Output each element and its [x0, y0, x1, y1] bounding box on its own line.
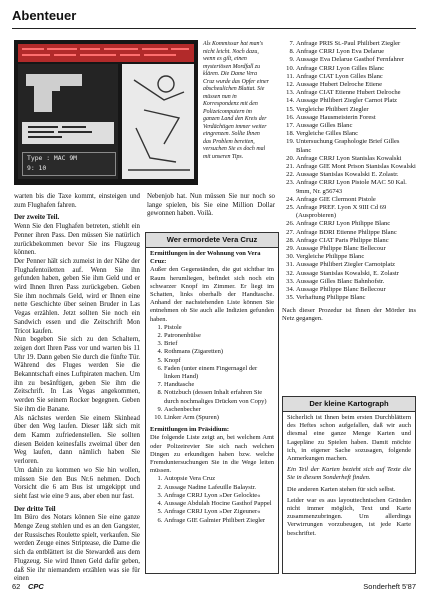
- vera-cruz-box: [145, 232, 279, 574]
- right-list-column: [282, 40, 416, 323]
- precinct-list: [150, 475, 274, 524]
- part2-paragraph-1: Wenn Sie den Flughafen betreten, stiehlt ein Penner ihren Pass. Den müssen Sie natürlich zurückbekommen bevor Sie ins Flugzeug können.: [14, 223, 140, 257]
- vera-intro-precinct: Die folgende Liste zeigt an, bei welchem Amt oder Polizeirevier Sie sich nach welchen Dingen zu erkundigen haben bzw. welche Fremduntersuchungen Sie in die Wege leiten müssen.: [150, 434, 274, 475]
- page-number: 62: [12, 582, 21, 591]
- part2-paragraph-2: Der Penner hält sich zumeist in der Nähe der Flughafentoiletten auf. Wenn Sie ihn gefunden haben, geben Sie ihm Geld und er wird Ihnen Ihren Pass zurückgeben. Geben Sie ihm nochmals Geld, wird er Ihnen eine nette Geschichte über seinen Bruder in Las Vegas erzählen. Jetzt sollten Sie noch ein Sandwich essen und die Zeitschrift Mon Tricot kaufen.: [14, 257, 140, 335]
- list-item: 3. Brief: [164, 340, 274, 348]
- middle-continuation: [147, 193, 275, 219]
- list-item: 9. Aschenbecher: [164, 406, 274, 414]
- list-item: 31. Aussage Philibert Ziegler Carnotplatz: [296, 261, 416, 269]
- list-item: 24. Anfrage GIE Clermont Pistole: [296, 196, 416, 204]
- list-item: 35. Verhaftung Philippe Blanc: [296, 294, 416, 302]
- list-item: 8. Notizbuch (dessen Inhalt erfahren Sie durch nochmaliges Drücken von Copy): [164, 389, 274, 405]
- list-item: 21. Anfrage GIE Mont Prison Stanislas Kowalski: [296, 163, 416, 171]
- list-item: 17. Aussage Gilles Blanc: [296, 122, 416, 130]
- part2-paragraph-5: Um dahin zu kommen wo Sie hin wollen, müssen Sie den Bus Nr.6 nehmen. Doch Vorsicht die 6 am Bus ist umgekippt und sieht fast wie eine 9 aus, aber eben nur fast.: [14, 466, 140, 500]
- list-item: 3. Anfrage CRRJ Lyon »Der Gelockte«: [164, 492, 274, 500]
- list-item: 14. Aussage Philibert Ziegler Carnot Platz: [296, 97, 416, 105]
- issue-label: Sonderheft 5'87: [363, 582, 416, 591]
- list-item: 7. Handtasche: [164, 381, 274, 389]
- left-column: [14, 193, 140, 584]
- list-item: 1. Pistole: [164, 324, 274, 332]
- list-item: 8. Anfrage CRRJ Lyon Eva Delarue: [296, 48, 416, 56]
- kartograph-title: Der kleine Kartograph: [283, 397, 415, 412]
- part2-title: Der zweite Teil.: [14, 214, 60, 222]
- vera-subtitle-apartment: Ermittlungen in der Wohnung von Vera Cruz:: [150, 250, 261, 266]
- screen-status-box: [22, 152, 116, 176]
- list-item: 4. Rothmans (Zigaretten): [164, 348, 274, 356]
- vera-cruz-title: Wer ermordete Vera Cruz: [146, 233, 278, 248]
- page-header: [12, 6, 416, 29]
- list-item: 19. Untersuchung Graphologie Brief Gilles Blanc: [296, 138, 416, 154]
- part2-paragraph-3: Nun begeben Sie sich zu den Schaltern, zeigen dort Ihren Pass vor und warten bis 11 Uhr 19. Dann geben Sie durch die fünfte Tür. Während des Fluges werden Sie die Bekanntschaft eines Luftpiraten machen. Um ihn zu besänftigen, geben Sie ihm die Zeitschrift. In Las Vegas angekommen, werden Sie seinem Rocker begegnen. Geben Sie ihm die Banane.: [14, 336, 140, 413]
- list-item: 6. Anfrage GIE Galmier Philibert Ziegler: [164, 517, 274, 525]
- list-item: 25. Anfrage PREF. Lyon X 9III Cd 69 (Ausprobieren): [296, 204, 416, 220]
- list-item: 26. Anfrage CRRJ Lyon Philippe Blanc: [296, 220, 416, 228]
- evidence-list: [150, 324, 274, 422]
- vera-subtitle-precinct: Ermittlungen im Präsidium:: [150, 426, 230, 434]
- list-item: 13. Anfrage CIAT Etienne Hubert Delroche: [296, 89, 416, 97]
- page-footer: [12, 582, 416, 594]
- right-list-outro: Nach dieser Prozedur ist Ihnen der Mörder ins Netz gegangen.: [282, 306, 416, 322]
- list-item: 20. Anfrage CRRJ Lyon Stanislas Kowalski: [296, 155, 416, 163]
- cpc-logo: CPC: [28, 582, 44, 591]
- list-item: 22. Aussage Stanislas Kowalski E. Zolastr.: [296, 171, 416, 179]
- list-item: 5. Anfrage CRRJ Lyon »Der Zigeuner«: [164, 508, 274, 516]
- game-screenshot: [14, 40, 198, 185]
- kartograph-box: [282, 396, 416, 574]
- list-item: 29. Aussage Philippe Blanc Bellecour: [296, 245, 416, 253]
- screen-status-text: Type : MAC 9M: [27, 154, 78, 162]
- inquiry-list: [282, 40, 416, 303]
- list-item: 11. Anfrage CIAT Lyon Gilles Blanc: [296, 73, 416, 81]
- list-item: 9. Aussage Eva Delarue Gasthof Fernfahrer: [296, 56, 416, 64]
- kartograph-paragraph-3: Die anderen Karten stehen für sich selbst.: [287, 485, 396, 493]
- list-item: 7. Anfrage PRIS St.-Paul Philibert Ziegler: [296, 40, 416, 48]
- list-item: 1. Autopsie Vera Cruz: [164, 475, 274, 483]
- vera-intro-apartment: Außer den Gegenständen, die gut sichtbar im Raum herumliegen, befindet sich noch ein schwarzer Knopf im Zimmer. Er liegt im Schatten, links oberhalb der Handtasche. Anhand der nachstehenden Liste können Sie entnehmen ob Sie auch alle Indizien gefunden haben.: [150, 266, 274, 323]
- screen-readout-text: 9: 10: [27, 164, 47, 172]
- part3-paragraph-1: Im Büro des Notars können Sie eine ganze Menge Zeug stehlen und es an den Gangster, der Russisches Roulette spielt, verkaufen. Sie werden Zeuge eines Striptease, die Dame die sich da entblättert ist die Stewardeß aus dem Flugzeug. Sie wird Ihnen Geld dafür geben, daß Sie ihr niemandem erzählen was sie für einen: [14, 514, 140, 583]
- part2-paragraph-4: Als nächstes werden Sie einem Skinhead über den Weg laufen. Dieser läßt sich mit dem Kamm zufriedenstellen. Sie sollten diesen Beiden keinesfalls zweimal über den Weg laufen, dann nämlich haben Sie verloren.: [14, 414, 140, 466]
- list-item: 2. Aussage Nadine Lafeuille Balaystr.: [164, 484, 274, 492]
- list-item: 30. Vergleiche Philippe Blanc: [296, 253, 416, 261]
- list-item: 12. Aussage Hubert Delroche Etiene: [296, 81, 416, 89]
- list-item: 16. Aussage Hausmeisterin Forest: [296, 114, 416, 122]
- list-item: 2. Patronenhülse: [164, 332, 274, 340]
- middle-continuation-text: Nebenjob hat. Nun müssen Sie nur noch so lange spielen, bis Sie eine Million Dollar gewonnen haben. Voilà.: [147, 193, 275, 218]
- kartograph-paragraph-4: Leider war es aus layouttechnischen Gründen nicht immer möglich, Text und Karte zusammenzubringen. Um allerdings Verwirrungen vorzubeugen, ist jede Karte beschriftet.: [287, 496, 411, 537]
- list-item: 32. Aussage Stanislas Kowalski, E. Zolastr: [296, 270, 416, 278]
- kartograph-paragraph-1: Sicherlich ist Ihnen beim ersten Durchblättern des Heftes schon aufgefallen, daß wir auch diesmal eine ganze Menge Karten und Lagepläne zu Spielen haben. Damit möchte ich, in eigener Sache sozusagen, folgende Anmerkungen machen.: [287, 414, 411, 463]
- list-item: 4. Aussage Abdulah Hocine Gasthof Pappel: [164, 500, 274, 508]
- part3-title: Der dritte Teil: [14, 505, 56, 513]
- left-intro: warten bis die Taxe kommt, einsteigen und zum Flughafen fahren.: [14, 193, 140, 209]
- list-item: 33. Aussage Gilles Blanc Bahnhofstr.: [296, 278, 416, 286]
- list-item: 10. Anfrage CRRJ Lyon Gilles Blanc: [296, 65, 416, 73]
- list-item: 15. Vergleiche Philibert Ziegler: [296, 106, 416, 114]
- list-item: 6. Faden (unter einem Fingernagel der linken Hand): [164, 365, 274, 381]
- kartograph-paragraph-2: Ein Teil der Karten bezieht sich auf Texte die Sie in diesem Sonderheft finden.: [287, 466, 411, 482]
- image-caption: Als Kommissar hat man's nicht leicht. Noch dazu, wenn es gilt, einen mysteriösen Mordfall zu klären. Die Dame Vera Cruz wurde das Opfer einer abscheulichen Bluttat. Sie müssen nun in Korrespondenz mit den Polizeicomputern im ganzen Land den Kreis der Verdächtigen immer weiter eingrenzen. Sollte Ihnen das Problem bereiten, versuchen Sie es doch mal mit unseren Tips.: [203, 41, 269, 160]
- section-title: Abenteuer: [12, 8, 77, 23]
- list-item: 18. Vergleiche Gilles Blanc: [296, 130, 416, 138]
- list-item: 5. Knopf: [164, 357, 274, 365]
- list-item: 10. Linker Arm (Spuren): [164, 414, 274, 422]
- list-item: 23. Anfrage CRRJ Lyon Pistole MAC 50 Kal. 9mm, Nr. g56743: [296, 179, 416, 195]
- list-item: 27. Anfrage BDRI Etienne Philippe Blanc: [296, 229, 416, 237]
- list-item: 28. Anfrage CIAT Paris Philippe Blanc: [296, 237, 416, 245]
- list-item: 34. Aussage Philippe Blanc Bellecour: [296, 286, 416, 294]
